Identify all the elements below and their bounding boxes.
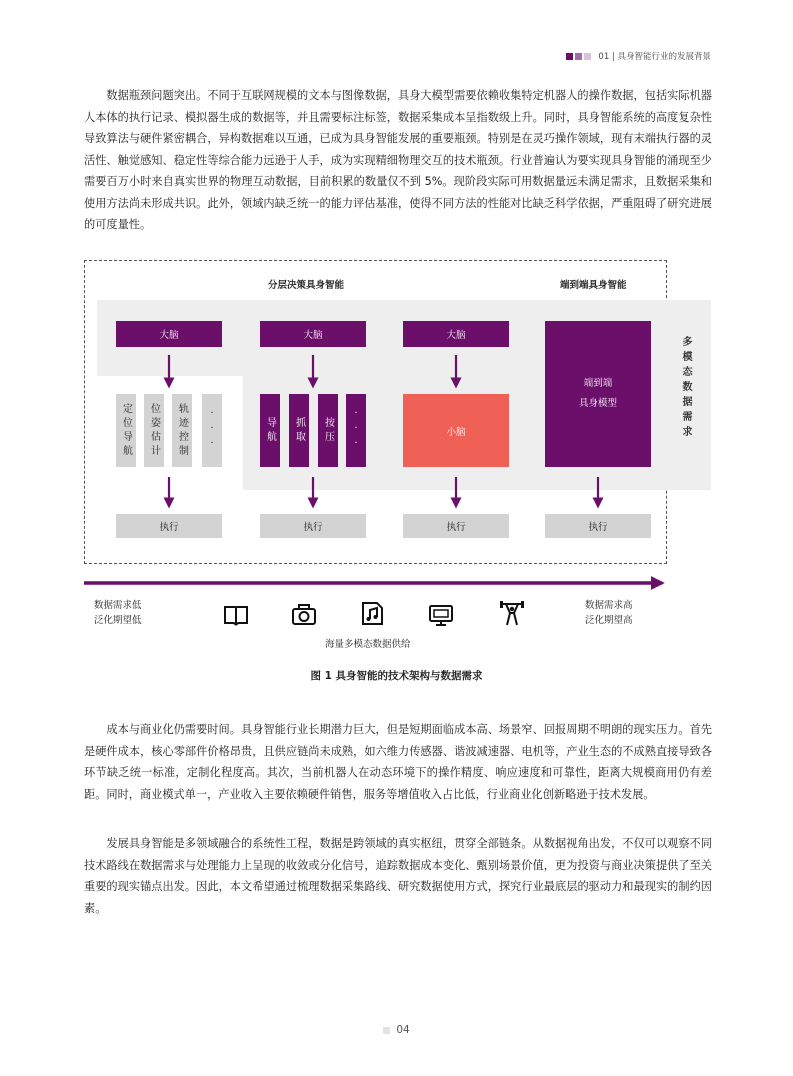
group-title-hierarchical: 分层决策具身智能 [268, 280, 345, 291]
execute-box-3: 执行 [403, 514, 509, 538]
footer-square [383, 1027, 390, 1034]
col1-item-1: 定位导航 [116, 394, 136, 467]
col2-item-more: ··· [346, 394, 366, 467]
paragraph-cost-commercialization: 成本与商业化仍需要时间。具身智能行业长期潜力巨大，但是短期面临成本高、场景窄、回报周期不明朗的现实压力。首先是硬件成本，核心零部件价格昂贵，且供应链尚未成熟，如六维力传感器、谐波减速器、电机等，产业生态的不成熟直接导致各环节缺乏统一标准，定制化程度高。其次，当前机器人在动态环境下的操作精度、响应速度和可靠性，距离大规模商用仍有差距。同时，商业模式单一，产业收入主要依赖硬件销售，服务等增值收入占比低，行业商业化创新略逊于技术发展。 [84, 723, 712, 801]
col1-item-more: ··· [202, 394, 222, 467]
col1-item-2: 位姿估计 [144, 394, 164, 467]
execute-box-2: 执行 [260, 514, 366, 538]
execute-box-1: 执行 [116, 514, 222, 538]
figure-caption: 图 1 具身智能的技术架构与数据需求 [310, 670, 483, 682]
page-footer [0, 1024, 793, 1036]
book-icon [222, 601, 250, 629]
brain-box-1: 大脑 [116, 321, 222, 347]
axis-low-line1: 数据需求低 [94, 600, 142, 611]
monitor-icon [427, 601, 455, 629]
weightlifter-icon [498, 599, 526, 627]
group-title-end-to-end: 端到端具身智能 [560, 280, 627, 291]
axis-low-label [94, 598, 142, 628]
supply-label: 海量多模态数据供给 [325, 639, 411, 650]
col1-item-3: 轨迹控制 [172, 394, 192, 467]
brain-box-3: 大脑 [403, 321, 509, 347]
e2e-model-line1: 端到端 [583, 378, 613, 389]
music-icon [358, 599, 386, 627]
page-number: 04 [396, 1024, 410, 1036]
execute-box-4: 执行 [545, 514, 651, 538]
paragraph-data-perspective: 发展具身智能是多领域融合的系统性工程，数据是跨领域的真实枢纽，贯穿全部链条。从数据视角出发，不仅可以观察不同技术路线在数据需求与处理能力上呈现的收敛或分化信号，追踪数据成本变化、甄别场景价值，更为投资与商业决策提供了至关重要的现实锚点出发。因此，本文希望通过梳理数据采集路线、研究数据使用方式，探究行业最底层的驱动力和最现实的制约因素。 [84, 837, 712, 915]
axis-high-line2: 泛化期望高 [585, 615, 633, 626]
paragraph-data-bottleneck: 数据瓶颈问题突出。不同于互联网规模的文本与图像数据，具身大模型需要依赖收集特定机器人的操作数据，包括实际机器人本体的执行记录、模拟器生成的数据等，并且需要标注标签，数据采集成本呈指数级上升。同时，具身智能系统的高度复杂性导致算法与硬件紧密耦合，异构数据难以互通，已成为具身智能发展的重要瓶颈。特别是在灵巧操作领域，现有末端执行器的灵活性、触觉感知、稳定性等综合能力远逊于人手，成为实现精细物理交互的技术瓶颈。行业普遍认为要实现具身智能的涌现至少需要百万小时来自真实世界的物理互动数据，目前积累的数量仅不到 5%。现阶段实际可用数据量远未满足需求，且数据采集和使用方法尚未形成共识。此外，领域内缺乏统一的能力评估基准，使得不同方法的性能对比缺乏科学依据，严重阻碍了研究进展的可度量性。 [84, 89, 712, 231]
axis-low-line2: 泛化期望低 [94, 615, 142, 626]
side-label-multimodal: 多模态数据需求 [680, 336, 691, 441]
camera-icon [290, 601, 318, 629]
e2e-model-line2: 具身模型 [578, 398, 617, 409]
section-title: 01 | 具身智能行业的发展背景 [598, 52, 711, 62]
axis-high-line1: 数据需求高 [585, 600, 633, 611]
axis-high-label [585, 598, 633, 628]
col2-item-3: 按压 [318, 394, 338, 467]
brain-box-2: 大脑 [260, 321, 366, 347]
small-brain-box: 小脑 [403, 394, 509, 467]
col2-item-2: 抓取 [289, 394, 309, 467]
col2-item-1: 导航 [260, 394, 280, 467]
